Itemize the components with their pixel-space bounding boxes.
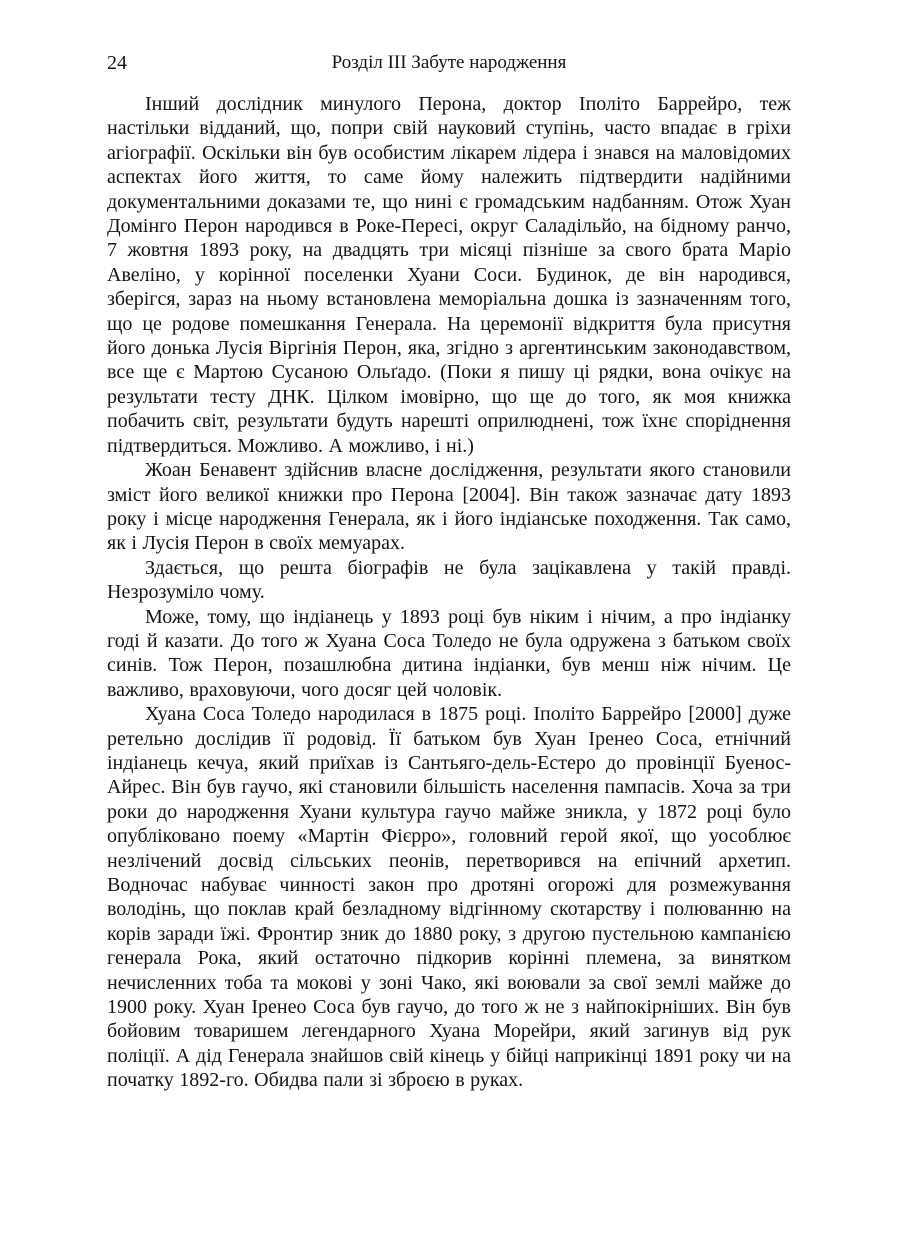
paragraph: Може, тому, що індіанець у 1893 році був ніким і нічим, а про індіанку годі й казати. До того ж Хуана Соса Толедо не була одружена з батьком своїх синів. Тож Перон, позашлюбна дитина індіанки, був менш ніж нічим. Це важливо, враховуючи, чого досяг цей чоловік. <box>107 605 791 701</box>
page-number: 24 <box>107 52 127 74</box>
body-text <box>107 92 791 1093</box>
running-header <box>107 52 791 74</box>
paragraph: Інший дослідник минулого Перона, доктор Іполіто Баррейро, теж настільки відданий, що, попри свій науковий ступінь, часто впадає в гріхи агіографії. Оскільки він був особистим лікарем лідера і знався на маловідомих аспектах його життя, то саме йому належить підтвердити надійними документальними доказами те, що нині є громадським надбанням. Отож Хуан Домінго Перон народився в Роке-Пересі, округ Саладільйо, на бідному ранчо, 7 жовтня 1893 року, на двадцять три місяці пізніше за свого брата Маріо Авеліно, у корінної поселенки Хуани Соси. Будинок, де він народився, зберігся, зараз на ньому встановлена меморіальна дошка із зазначенням того, що це родове помешкання Генерала. На церемонії відкриття була присутня його донька Лусія Віргінія Перон, яка, згідно з аргентинським законодавством, все ще є Мартою Сусаною Ольґадо. (Поки я пишу ці рядки, вона очікує на результати тесту ДНК. Цілком імовірно, що ще до того, як моя книжка побачить світ, результати будуть нарешті оприлюднені, тож їхнє споріднення підтвердиться. Можливо. А можливо, і ні.) <box>107 93 791 457</box>
paragraph: Хуана Соса Толедо народилася в 1875 році. Іполіто Баррейро [2000] дуже ретельно дослідив її родовід. Її батьком був Хуан Іренео Соса, етнічний індіанець кечуа, який приїхав із Сантьяго-дель-Естеро до провінції Буенос-Айрес. Він був гаучо, які становили більшість населення пампасів. Хоча за три роки до народження Хуани культура гаучо майже зникла, у 1872 році було опубліковано поему «Мартін Фієрро», головний герой якої, що уособлює незлічений досвід сільських пеонів, перетворився на епічний архетип. Водночас набуває чинності закон про дротяні огорожі для розмежування володінь, що поклав край безладному відгінному скотарству і полюванню на корів заради їжі. Фронтир зник до 1880 року, з другою пустельною кампанією генерала Рока, який остаточно підкорив корінні племена, за винятком нечисленних тоба та мокові у зоні Чако, які воювали за свої землі майже до 1900 року. Хуан Іренео Соса був гаучо, до того ж не з найпокірніших. Він був бойовим товаришем легендарного Хуана Морейри, який загинув від рук поліції. А дід Генерала знайшов свій кінець у бійці наприкінці 1891 року чи на початку 1892-го. Обидва пали зі зброєю в руках. <box>107 703 791 1092</box>
paragraph: Жоан Бенавент здійснив власне дослідження, результати якого становили зміст його великої книжки про Перона [2004]. Він також зазначає дату 1893 року і місце народження Генерала, як і його індіанське походження. Так само, як і Лусія Перон в своїх мемуарах. <box>107 459 791 555</box>
chapter-running-title: Розділ III Забуте народження <box>331 52 567 73</box>
paragraph: Здається, що решта біографів не була зацікавлена у такій правді. Незрозуміло чому. <box>107 556 791 604</box>
